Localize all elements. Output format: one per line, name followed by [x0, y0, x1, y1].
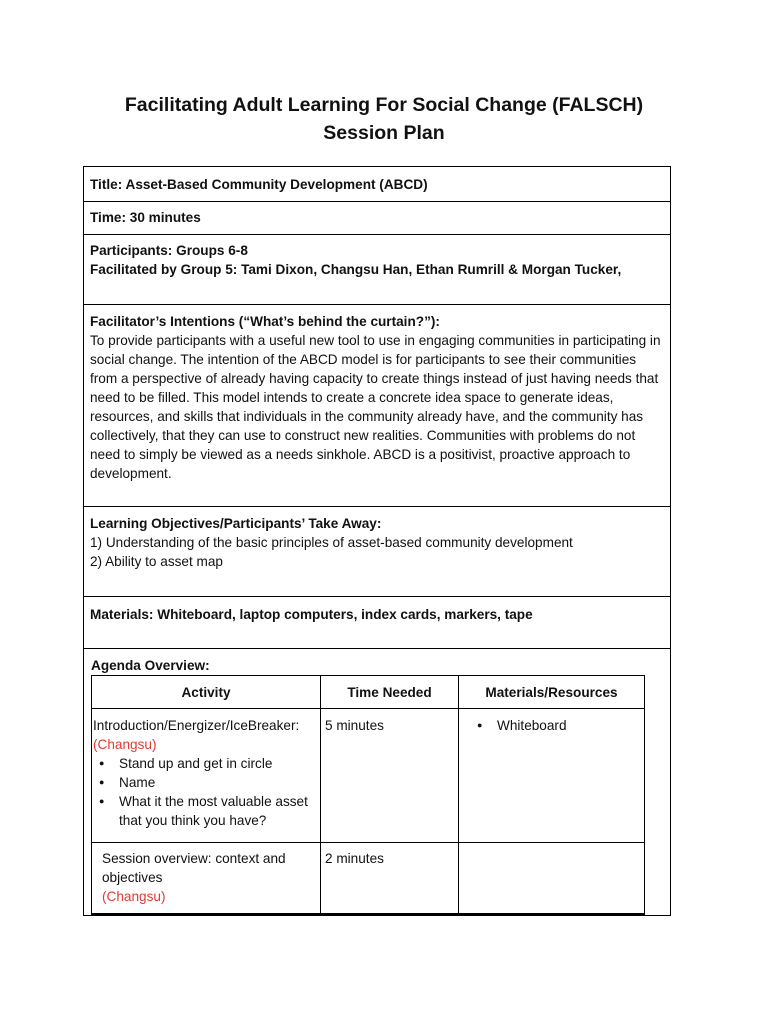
objectives-heading: Learning Objectives/Participants’ Take Away: — [90, 516, 382, 531]
agenda-section — [84, 648, 670, 915]
activity-cell — [92, 843, 321, 915]
objective-item: 1) Understanding of the basic principles of asset-based community development — [90, 535, 573, 550]
participants-section — [84, 234, 670, 304]
resources-cell — [459, 843, 645, 915]
document-title-line1: Facilitating Adult Learning For Social Change (FALSCH) — [124, 94, 644, 116]
activity-cell — [92, 709, 321, 843]
intentions-section — [84, 304, 670, 506]
session-title: Title: Asset-Based Community Development (ABCD) — [90, 177, 428, 192]
list-item: ● Stand up and get in circle — [93, 754, 320, 773]
list-item: ● Name — [93, 773, 320, 792]
activity-facilitator: (Changsu) — [102, 889, 166, 904]
session-time: Time: 30 minutes — [84, 201, 670, 234]
agenda-heading: Agenda Overview: — [91, 658, 210, 673]
activity-name: Session overview: context and objectives — [102, 851, 286, 885]
participants: Participants: Groups 6-8 — [90, 243, 248, 258]
session-plan-table — [83, 166, 671, 916]
intentions-text: To provide participants with a useful new tool to use in engaging communities in participating in social change. The intention of the ABCD model is for participants to see their communities from a perspective of already having capacity to create things instead of just having needs that need to be filled. This model intends to create a concrete idea space to generate ideas, resources, and skills that individuals in the community already have, and the community has collectively, that they can use to construct new realities. Communities with problems do not need to simply be viewed as a needs sinkhole. ABCD is a positivist, proactive approach to development. — [90, 333, 661, 481]
activity-steps — [93, 754, 320, 830]
objectives-section — [84, 506, 670, 596]
list-item: ● What it the most valuable asset that you think you have? — [93, 792, 320, 830]
resources-list — [459, 716, 644, 735]
time-cell: 5 minutes — [321, 709, 459, 843]
objective-item: 2) Ability to asset map — [90, 554, 223, 569]
document-title-line2: Session Plan — [323, 122, 445, 144]
resources-cell — [459, 709, 645, 843]
agenda-table — [91, 675, 645, 915]
table-row — [92, 843, 645, 915]
intentions-heading: Facilitator’s Intentions (“What’s behind the curtain?”): — [90, 314, 440, 329]
column-header-time: Time Needed — [321, 676, 459, 709]
list-item: ● Whiteboard — [459, 716, 644, 735]
column-header-activity: Activity — [92, 676, 321, 709]
column-header-resources: Materials/Resources — [459, 676, 645, 709]
time-cell: 2 minutes — [321, 843, 459, 915]
activity-name: Introduction/Energizer/IceBreaker: — [93, 718, 300, 733]
materials: Materials: Whiteboard, laptop computers, index cards, markers, tape — [84, 596, 670, 648]
table-row — [92, 709, 645, 843]
agenda-header-row — [92, 676, 645, 709]
facilitators: Facilitated by Group 5: Tami Dixon, Changsu Han, Ethan Rumrill & Morgan Tucker, — [90, 262, 622, 277]
activity-facilitator: (Changsu) — [93, 737, 157, 752]
document-title — [0, 91, 768, 147]
